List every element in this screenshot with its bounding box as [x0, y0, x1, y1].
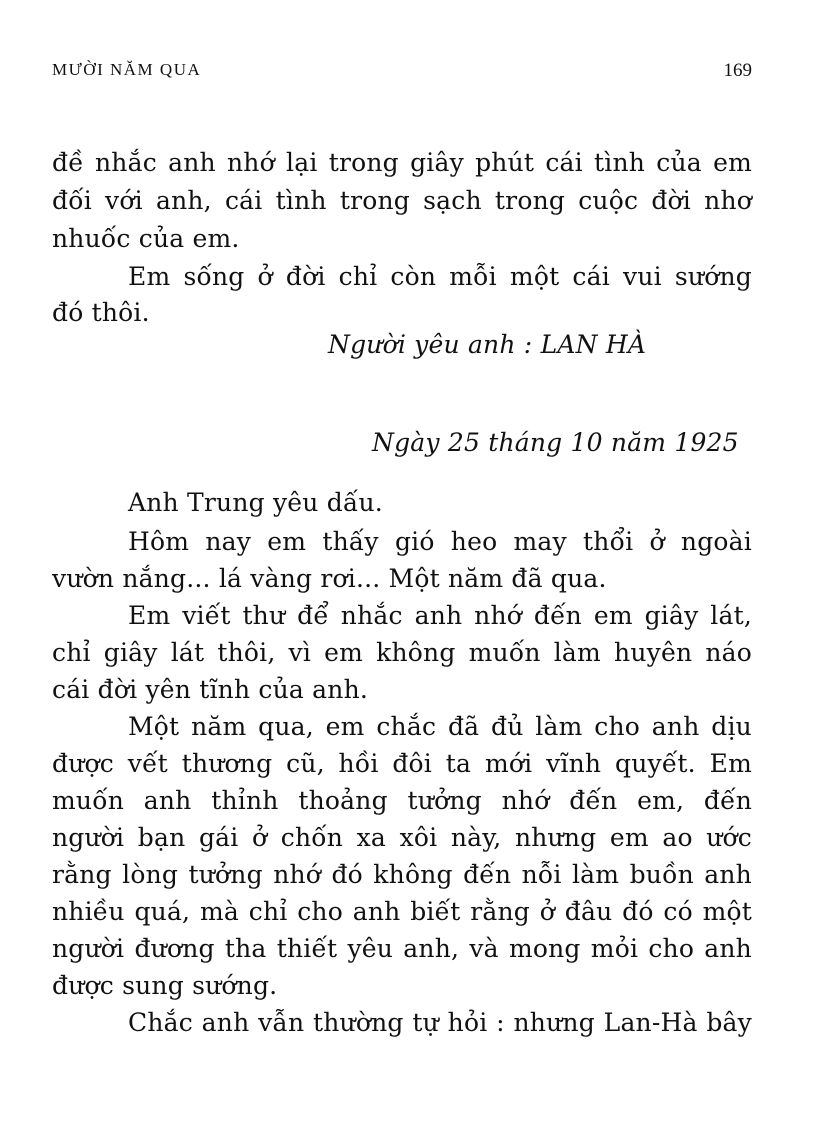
body-line: người đương tha thiết yêu anh, và mong mỏi cho anh [52, 934, 752, 963]
body-line: đó thôi. [52, 298, 150, 327]
body-line: chỉ giây lát thôi, vì em không muốn làm huyên náo [52, 638, 752, 667]
page-header [52, 60, 752, 90]
body-line: đề nhắc anh nhớ lại trong giây phút cái tình của em [52, 148, 752, 177]
salutation: Anh Trung yêu dấu. [128, 488, 383, 517]
body-line: người bạn gái ở chốn xa xôi này, nhưng em ao ước [52, 823, 752, 852]
body-line: Em viết thư để nhắc anh nhớ đến em giây lát, [128, 601, 752, 630]
page-number: 169 [723, 60, 752, 81]
body-line: Hôm nay em thấy gió heo may thổi ở ngoài [128, 527, 752, 556]
body-line: Một năm qua, em chắc đã đủ làm cho anh dịu [128, 712, 752, 741]
body-line: nhuốc của em. [52, 224, 240, 253]
body-line: muốn anh thỉnh thoảng tưởng nhớ đến em, đến [52, 786, 752, 815]
body-line: đối với anh, cái tình trong sạch trong cuộc đời nhơ [52, 186, 752, 215]
body-line: vườn nắng... lá vàng rơi... Một năm đã qua. [52, 564, 607, 593]
body-line: Chắc anh vẫn thường tự hỏi : nhưng Lan-Hà bây [128, 1008, 752, 1037]
letter-date: Ngày 25 tháng 10 năm 1925 [372, 428, 739, 457]
body-line: được sung sướng. [52, 971, 278, 1000]
signature: Người yêu anh : LAN HÀ [328, 330, 647, 359]
body-line: Em sống ở đời chỉ còn mỗi một cái vui sướng [128, 262, 752, 291]
body-line: rằng lòng tưởng nhớ đó không đến nỗi làm buồn anh [52, 860, 752, 889]
body-line: nhiều quá, mà chỉ cho anh biết rằng ở đâu đó có một [52, 897, 752, 926]
body-line: được vết thương cũ, hồi đôi ta mới vĩnh quyết. Em [52, 749, 752, 778]
running-title: MƯỜI NĂM QUA [52, 60, 202, 79]
body-line: cái đời yên tĩnh của anh. [52, 675, 369, 704]
